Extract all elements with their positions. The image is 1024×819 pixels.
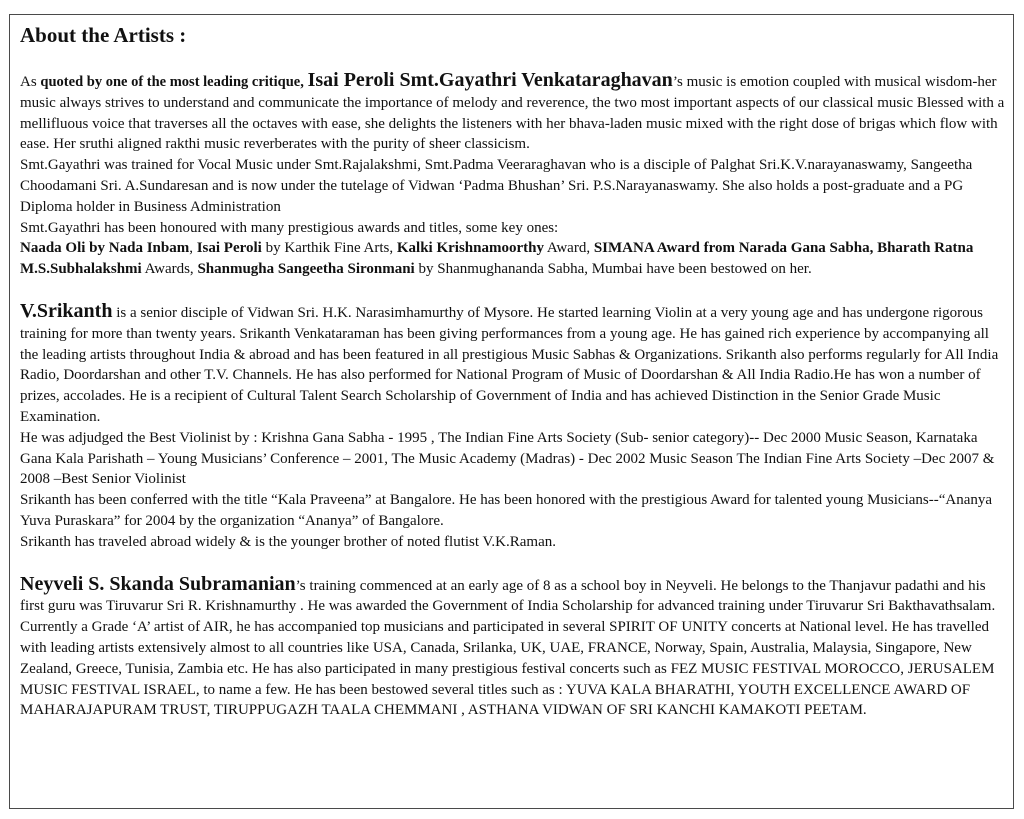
awards-separator: Award, bbox=[543, 240, 594, 257]
srikanth-travel-paragraph: Srikanth has traveled abroad widely & is the younger brother of noted flutist V.K.Raman. bbox=[20, 533, 557, 550]
possessive-suffix: ’s bbox=[672, 74, 683, 90]
srikanth-title-paragraph: Srikanth has been conferred with the title “Kala Praveena” at Bangalore. He has been honored with the prestigious Award for talented young Musicians--“Ananya Yuva Puraskara” for 2004 by the organization “Ananya” of Bangalore. bbox=[20, 492, 993, 529]
artist-section-gayathri bbox=[20, 70, 1010, 280]
award-isai-peroli: Isai Peroli bbox=[196, 240, 262, 257]
awards-separator: by Karthik Fine Arts, bbox=[261, 240, 397, 257]
artist-section-skanda bbox=[20, 574, 1010, 722]
srikanth-best-violinist-paragraph: He was adjudged the Best Violinist by : Krishna Gana Sabha - 1995 , The Indian Fine Arts Society (Sub- senior category)-- Dec 2000 Music Season, Karnataka Gana Kala Parishath – Young Musicians’ Conference – 2001, The Music Academy (Madras) - Dec 2002 Music Season The Indian Fine Arts Society –Dec 2007 & 2008 –Best Senior Violinist bbox=[20, 429, 995, 488]
page-title: About the Artists : bbox=[20, 23, 187, 47]
award-shanmugha: Shanmugha Sangeetha Sironmani bbox=[197, 261, 415, 278]
artist-name-gayathri: Isai Peroli Smt.Gayathri Venkataraghavan bbox=[307, 69, 673, 91]
artist-name-srikanth: V.Srikanth bbox=[20, 299, 113, 322]
gayathri-awards-paragraph bbox=[20, 238, 1010, 280]
spacer bbox=[20, 553, 1010, 574]
document-body bbox=[20, 22, 1010, 721]
skanda-paragraph bbox=[20, 574, 1010, 722]
awards-separator: , bbox=[189, 240, 197, 257]
skanda-text: ’s training commenced at an early age of 8 as a school boy in Neyveli. He belongs to the Thanjavur padathi and his first guru was Tiruvarur Sri R. Krishnamurthy . He was awarded the Government of India Scholarship for advanced training under Tiruvarur Sri Bakthavathsalam. Currently a Grade ‘A’ artist of AIR, he has accompanied top musicians and participated in several SPIRIT OF UNITY concerts at National level. He has travelled with leading artists extensively almost to all countries like USA, Canada, Srilanka, UK, UAE, FRANCE, Norway, Spain, Australia, Malaysia, Singapore, New Zealand, Greece, Tunisia, Zambia etc. He has also participated in many prestigious festival concerts such as FEZ MUSIC FESTIVAL MOROCCO, JERUSALEM MUSIC FESTIVAL ISRAEL, to name a few. He has been bestowed several titles such as : YUVA KALA BHARATHI, YOUTH EXCELLENCE AWARD OF MAHARAJAPURAM TRUST, TIRUPPUGAZH TAALA CHEMMANI , ASTHANA VIDWAN OF SRI KANCHI KAMAKOTI PEETAM. bbox=[20, 577, 996, 719]
gayathri-intro-text: music is emotion coupled with musical wisdom-her music always strives to understand and communicate the importance of melody and reverence, the two most important aspects of our classical music Blessed with a mellifluous voice that traverses all the octaves with ease, she delights the listeners with her bhava-laden music mixed with the right dose of brigas which flow with ease. Her sruthi aligned rakthi music reverberates with the purity of sheer classicism. bbox=[20, 74, 1005, 153]
award-simana: SIMANA Award from Narada Gana Sabha, Bharath Ratna M.S.Subhalakshmi bbox=[20, 240, 974, 278]
gayathri-intro-prefix: As bbox=[20, 74, 41, 90]
gayathri-honours-paragraph: Smt.Gayathri has been honoured with many prestigious awards and titles, some key ones: bbox=[20, 219, 559, 236]
award-kalki: Kalki Krishnamoorthy bbox=[396, 240, 544, 257]
award-naada-oli: Naada Oli by Nada Inbam bbox=[20, 240, 190, 257]
gayathri-training-paragraph: Smt.Gayathri was trained for Vocal Music under Smt.Rajalakshmi, Smt.Padma Veeraraghavan who is a disciple of Palghat Sri.K.V.narayanaswamy, Sangeetha Choodamani Sri. A.Sundaresan and is now under the tutelage of Vidwan ‘Padma Bhushan’ Sri. P.S.Narayanaswamy. She also holds a post-graduate and a PG Diploma holder in Business Administration bbox=[20, 157, 973, 215]
srikanth-intro-text: is a senior disciple of Vidwan Sri. H.K. Narasimhamurthy of Mysore. He started learning Violin at a very young age and has undergone rigorous training for more than twenty years. Srikanth Venkataraman has been giving performances from a young age. He has gained rich experience by accompanying all the leading artists throughout India & abroad and has been featured in all prestigious Music Sabhas & Organizations. Srikanth also performs regularly for All India Radio, Doordarshan and other T.V. Channels. He has also performed for National Program of Music of Doordarshan & All India Radio.He has won a number of prizes, accolades. He is a recipient of Cultural Talent Search Scholarship of Government of India and has achieved Distinction in the Senior Grade Music Examination. bbox=[20, 304, 999, 425]
artist-name-skanda: Neyveli S. Skanda Subramanian bbox=[20, 572, 296, 595]
spacer bbox=[20, 280, 1010, 301]
critic-quote-label: quoted by one of the most leading critique, bbox=[40, 74, 304, 90]
awards-separator: Awards, bbox=[141, 261, 198, 278]
awards-closing-text: by Shanmughananda Sabha, Mumbai have been bestowed on her. bbox=[414, 261, 812, 278]
gayathri-intro-paragraph bbox=[20, 70, 1010, 155]
artist-section-srikanth bbox=[20, 301, 1010, 553]
spacer bbox=[20, 48, 1010, 70]
srikanth-intro-paragraph bbox=[20, 301, 1010, 428]
